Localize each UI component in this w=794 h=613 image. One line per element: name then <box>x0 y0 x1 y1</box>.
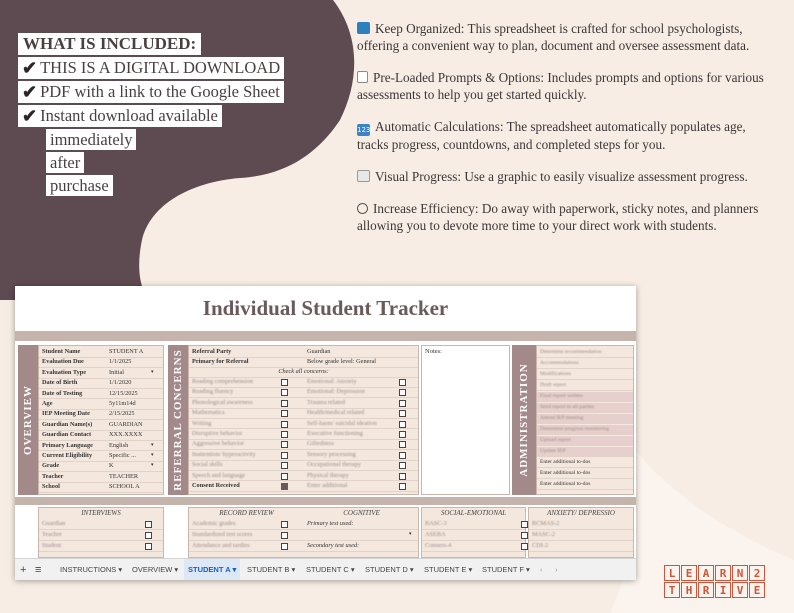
tab-instructions[interactable]: INSTRUCTIONS ▾ <box>60 565 123 574</box>
admin-row <box>537 370 633 380</box>
concern-checkbox[interactable] <box>281 389 288 396</box>
field-value[interactable]: 1/1/2025 <box>109 358 132 366</box>
record-review-checkbox[interactable] <box>281 543 288 550</box>
section-item: ASEBA <box>425 531 446 538</box>
admin-item[interactable]: Determine recommendation <box>540 349 602 355</box>
checkmark-icon: ✔ <box>22 82 38 102</box>
concern-label: Reading fluency <box>192 388 234 396</box>
record-review-row <box>189 542 418 552</box>
logo-letter: N <box>732 565 748 581</box>
referral-panel <box>188 345 419 495</box>
included-tail: after <box>46 152 84 173</box>
bar-chart-icon <box>357 170 370 182</box>
referral-row <box>189 430 418 440</box>
admin-row <box>537 414 633 424</box>
concern-checkbox[interactable] <box>399 379 406 386</box>
section-row <box>422 531 525 541</box>
admin-item[interactable]: Draft report <box>540 382 567 388</box>
section-checkbox[interactable] <box>521 532 528 539</box>
admin-row <box>537 436 633 446</box>
section-row <box>422 542 525 552</box>
referral-row <box>189 399 418 409</box>
referral-party-label: Referral Party <box>192 348 232 355</box>
admin-item[interactable]: Enter additional to-dos <box>540 459 591 465</box>
concern-label: Health/medical related <box>307 409 365 417</box>
admin-row <box>537 480 633 490</box>
field-value[interactable]: English <box>109 441 129 449</box>
tab-student-d[interactable]: STUDENT D ▾ <box>365 565 414 574</box>
overview-row <box>39 400 163 410</box>
admin-item[interactable]: Send report to all parties <box>540 404 595 410</box>
feature-item: Pre-Loaded Prompts & Options: Includes prompts and options for various assessments to help you get started quickly. <box>357 70 764 102</box>
sheet-tab-bar <box>15 558 636 580</box>
section-header: INTERVIEWS <box>81 509 121 517</box>
section-row <box>39 531 163 541</box>
notes-label: Notes: <box>425 348 442 355</box>
concern-checkbox[interactable] <box>399 441 406 448</box>
clipboard-icon <box>357 71 368 83</box>
overview-row <box>39 421 163 431</box>
admin-row <box>537 359 633 369</box>
referral-row <box>189 368 418 378</box>
record-review-header: RECORD REVIEW <box>219 509 274 517</box>
field-label: Evaluation Type <box>42 368 87 376</box>
admin-row <box>537 458 633 468</box>
dropdown-arrow-icon[interactable]: ▾ <box>151 369 154 375</box>
logo-letter: R <box>698 582 714 598</box>
logo-letter: V <box>732 582 748 598</box>
concern-label: Speech and language <box>192 471 246 479</box>
field-label: Current Eligibility <box>42 452 93 459</box>
referral-party-value[interactable]: Guardian <box>307 348 331 355</box>
cognitive-header: COGNITIVE <box>343 509 380 517</box>
record-review-row <box>189 520 418 530</box>
logo-letter: 2 <box>749 565 765 581</box>
referral-row <box>189 420 418 430</box>
field-label: Evaluation Due <box>42 358 84 366</box>
referral-section-label: REFERRAL CONCERNS <box>168 345 188 495</box>
field-label: Student Name <box>42 348 81 355</box>
overview-row <box>39 462 163 472</box>
section-checkbox[interactable] <box>145 532 152 539</box>
field-label: Date of Birth <box>42 379 78 387</box>
add-sheet-icon[interactable]: + <box>20 564 27 576</box>
admin-item[interactable]: Attend IEP meeting <box>540 415 584 421</box>
check-all-label: Check all concerns: <box>278 368 329 375</box>
consent-checkbox[interactable] <box>281 483 288 490</box>
field-value[interactable]: 5y11m14d <box>109 400 136 407</box>
cognitive-test-label: Secondary test used: <box>307 542 360 549</box>
concern-label: Occupational therapy <box>307 461 362 469</box>
concern-checkbox[interactable] <box>399 483 406 490</box>
section-item: CDI-2 <box>532 542 549 549</box>
field-value[interactable]: Initial <box>109 368 125 376</box>
section-header: ANXIETY/ DEPRESSIO <box>547 509 615 517</box>
tab-student-c[interactable]: STUDENT C ▾ <box>306 565 355 574</box>
feature-item: 1234Automatic Calculations: The spreadsheet automatically populates age, tracks progress, countdowns, and completed steps for you. <box>357 119 746 152</box>
concern-checkbox[interactable] <box>399 410 406 417</box>
concern-label: Executive functioning <box>307 430 363 437</box>
section-item: RCMAS-2 <box>532 520 560 527</box>
primary-referral-value[interactable]: Below grade level: General <box>307 358 377 365</box>
record-review-row <box>189 531 418 541</box>
concern-label: Mathematics <box>192 409 225 417</box>
section-item: MASC-2 <box>532 531 556 538</box>
concern-checkbox[interactable] <box>281 473 288 480</box>
logo-letter: A <box>698 565 714 581</box>
overview-row <box>39 369 163 379</box>
administration-section-label: ADMINISTRATION <box>512 345 536 495</box>
social-emotional-panel <box>421 507 526 558</box>
spreadsheet-preview <box>15 286 636 580</box>
overview-row <box>39 390 163 400</box>
concern-checkbox[interactable] <box>399 389 406 396</box>
field-value[interactable]: XXX.XXXX <box>109 431 143 439</box>
section-checkbox[interactable] <box>145 543 152 550</box>
concern-label: Phonological awareness <box>192 398 253 406</box>
section-header: SOCIAL-EMOTIONAL <box>440 509 507 517</box>
tab-overview[interactable]: OVERVIEW ▾ <box>132 565 179 574</box>
administration-panel <box>536 345 634 495</box>
logo-letter: E <box>749 582 765 598</box>
section-checkbox[interactable] <box>521 543 528 550</box>
concern-label: Emotional: Anxiety <box>307 378 357 385</box>
field-value[interactable]: Specific ... <box>109 452 136 459</box>
concern-checkbox[interactable] <box>399 400 406 407</box>
concern-checkbox[interactable] <box>399 462 406 469</box>
field-value[interactable]: STUDENT A <box>109 348 144 355</box>
included-title: WHAT IS INCLUDED: <box>18 33 201 55</box>
consent-label: Consent Received <box>192 482 240 489</box>
admin-item[interactable]: Upload report <box>540 437 571 443</box>
admin-item[interactable]: Modifications <box>540 371 571 377</box>
referral-row <box>189 358 418 368</box>
section-divider <box>15 497 636 505</box>
section-checkbox[interactable] <box>521 521 528 528</box>
notes-box[interactable] <box>421 345 510 495</box>
referral-row <box>189 472 418 482</box>
field-label: Guardian Contact <box>42 431 92 439</box>
field-value[interactable]: GUARDIAN <box>109 420 143 428</box>
field-label: Age <box>42 400 53 407</box>
section-row <box>422 520 525 530</box>
referral-row <box>189 482 418 492</box>
record-review-item: Attendance and tardies <box>192 542 250 549</box>
checkmark-icon: ✔ <box>22 58 38 78</box>
logo-letter: E <box>681 565 697 581</box>
field-value[interactable]: TEACHER <box>109 472 139 480</box>
concern-label: Trauma related <box>307 398 346 406</box>
overview-row <box>39 442 163 452</box>
referral-row <box>189 440 418 450</box>
scroll-left-icon[interactable]: ‹ <box>540 565 543 574</box>
field-value[interactable]: 12/15/2025 <box>109 389 138 397</box>
admin-item[interactable]: Determine progress monitoring <box>540 426 610 432</box>
logo-letter: R <box>715 565 731 581</box>
overview-row <box>39 379 163 389</box>
concern-checkbox[interactable] <box>281 421 288 428</box>
admin-row <box>537 392 633 402</box>
field-value[interactable]: 2/15/2025 <box>109 410 135 418</box>
admin-row <box>537 425 633 435</box>
section-item: Teacher <box>42 531 62 538</box>
section-item: Conners-4 <box>425 542 452 549</box>
learn2thrive-logo <box>664 565 766 599</box>
field-value[interactable]: K <box>109 462 114 470</box>
field-label: Guardian Name(s) <box>42 420 93 428</box>
section-row <box>529 531 633 541</box>
tab-student-f[interactable]: STUDENT F ▾ <box>482 565 530 574</box>
section-checkbox[interactable] <box>145 521 152 528</box>
assessment-panel <box>188 507 419 558</box>
referral-row <box>189 461 418 471</box>
concern-label: Giftedness <box>307 440 334 448</box>
title-divider <box>15 331 636 341</box>
overview-row <box>39 483 163 493</box>
concern-label: Aggressive behavior <box>192 440 244 448</box>
concern-checkbox[interactable] <box>281 431 288 438</box>
logo-letter: L <box>664 565 680 581</box>
dropdown-arrow-icon[interactable]: ▾ <box>151 442 154 448</box>
feature-item: Increase Efficiency: Do away with paperwork, sticky notes, and planners allowing you to devote more time to your direct work with students. <box>357 201 759 233</box>
admin-item[interactable]: Accommodations <box>540 360 579 366</box>
concern-label: Social skills <box>192 461 223 469</box>
section-item: Guardian <box>42 520 66 527</box>
calculator-icon: 1234 <box>357 126 375 134</box>
tab-student-a[interactable]: STUDENT A ▾ <box>184 559 240 580</box>
logo-letter: T <box>664 582 680 598</box>
dropdown-arrow-icon[interactable]: ▾ <box>151 453 154 458</box>
admin-item[interactable]: Final report written <box>540 393 583 399</box>
anxiety-panel <box>528 507 634 558</box>
included-item: ✔ THIS IS A DIGITAL DOWNLOAD <box>18 57 284 79</box>
concern-label: Writing <box>192 419 212 427</box>
overview-row <box>39 358 163 368</box>
referral-row <box>189 378 418 388</box>
section-row <box>529 542 633 552</box>
feature-item: Visual Progress: Use a graphic to easily visualize assessment progress. <box>357 168 777 185</box>
concern-label: Reading comprehension <box>192 378 254 385</box>
checkmark-icon: ✔ <box>22 106 38 126</box>
concern-checkbox[interactable] <box>399 421 406 428</box>
primary-referral-label: Primary for Referral <box>192 358 249 365</box>
cognitive-test-label: Primary test used: <box>307 520 354 527</box>
all-sheets-icon[interactable]: ≡ <box>35 564 42 576</box>
concern-checkbox[interactable] <box>281 462 288 469</box>
referral-row <box>189 451 418 461</box>
included-item: ✔ Instant download available <box>18 105 222 127</box>
included-list <box>18 33 284 198</box>
concern-label: Inattention/ hyperactivity <box>192 450 256 458</box>
admin-item[interactable]: Enter additional to-dos <box>540 470 591 476</box>
concern-label: Physical therapy <box>307 471 349 479</box>
record-review-checkbox[interactable] <box>281 532 288 539</box>
included-item: ✔ PDF with a link to the Google Sheet <box>18 81 284 103</box>
overview-row <box>39 473 163 483</box>
section-item: BASC-3 <box>425 520 447 527</box>
field-value[interactable]: 1/1/2020 <box>109 379 132 387</box>
concern-checkbox[interactable] <box>399 431 406 438</box>
overview-section-label: OVERVIEW <box>18 345 38 495</box>
field-label: Teacher <box>42 472 64 480</box>
feature-item: Keep Organized: This spreadsheet is crafted for school psychologists, offering a convenient way to plan, document and oversee assessment data. <box>357 21 750 53</box>
referral-row <box>189 348 418 358</box>
concern-checkbox[interactable] <box>281 452 288 459</box>
logo-letter: I <box>715 582 731 598</box>
referral-row <box>189 388 418 398</box>
scroll-right-icon[interactable]: › <box>555 565 558 574</box>
admin-row <box>537 348 633 358</box>
record-review-checkbox[interactable] <box>281 521 288 528</box>
overview-row <box>39 431 163 441</box>
concern-checkbox[interactable] <box>399 452 406 459</box>
admin-row <box>537 403 633 413</box>
concern-checkbox[interactable] <box>281 441 288 448</box>
tab-student-e[interactable]: STUDENT E ▾ <box>424 565 473 574</box>
field-label: School <box>42 483 60 491</box>
field-label: Primary Language <box>42 441 93 449</box>
logo-letter: H <box>681 582 697 598</box>
concern-label: Emotional: Depression <box>307 388 365 396</box>
section-row <box>39 542 163 552</box>
concern-checkbox[interactable] <box>399 473 406 480</box>
interviews-panel <box>38 507 164 558</box>
section-row <box>529 520 633 530</box>
admin-item[interactable]: Enter additional to-dos <box>540 481 591 487</box>
overview-row <box>39 452 163 462</box>
field-label: Grade <box>42 462 60 470</box>
overview-row <box>39 410 163 420</box>
field-label: IEP Meeting Date <box>42 410 90 418</box>
admin-item[interactable]: Update IEP <box>540 448 566 454</box>
record-review-item: Standardized test scores <box>192 531 253 538</box>
field-label: Date of Testing <box>42 389 83 397</box>
record-review-item: Academic grades <box>192 520 236 527</box>
sheet-title: Individual Student Tracker <box>202 296 449 320</box>
feature-list <box>357 20 777 249</box>
admin-row <box>537 381 633 391</box>
concern-label: Disruptive behavior <box>192 430 243 437</box>
referral-row <box>189 409 418 419</box>
concern-checkbox[interactable] <box>281 400 288 407</box>
included-tail: immediately <box>46 129 136 150</box>
overview-panel <box>38 345 164 495</box>
enter-additional-label: Enter additional <box>307 482 348 489</box>
dropdown-arrow-icon[interactable]: ▾ <box>409 532 412 537</box>
dropdown-arrow-icon[interactable]: ▾ <box>151 463 154 469</box>
field-value[interactable]: SCHOOL A <box>109 483 140 491</box>
included-tail: purchase <box>46 175 113 196</box>
folder-icon <box>357 22 370 34</box>
concern-checkbox[interactable] <box>281 379 288 386</box>
timer-icon <box>357 203 368 214</box>
concern-label: Self-harm/ suicidal ideation <box>307 419 377 427</box>
admin-row <box>537 447 633 457</box>
section-item: Student <box>42 542 62 549</box>
admin-row <box>537 469 633 479</box>
tab-student-b[interactable]: STUDENT B ▾ <box>247 565 296 574</box>
concern-label: Sensory processing <box>307 450 356 458</box>
section-row <box>39 520 163 530</box>
overview-row <box>39 348 163 358</box>
concern-checkbox[interactable] <box>281 410 288 417</box>
